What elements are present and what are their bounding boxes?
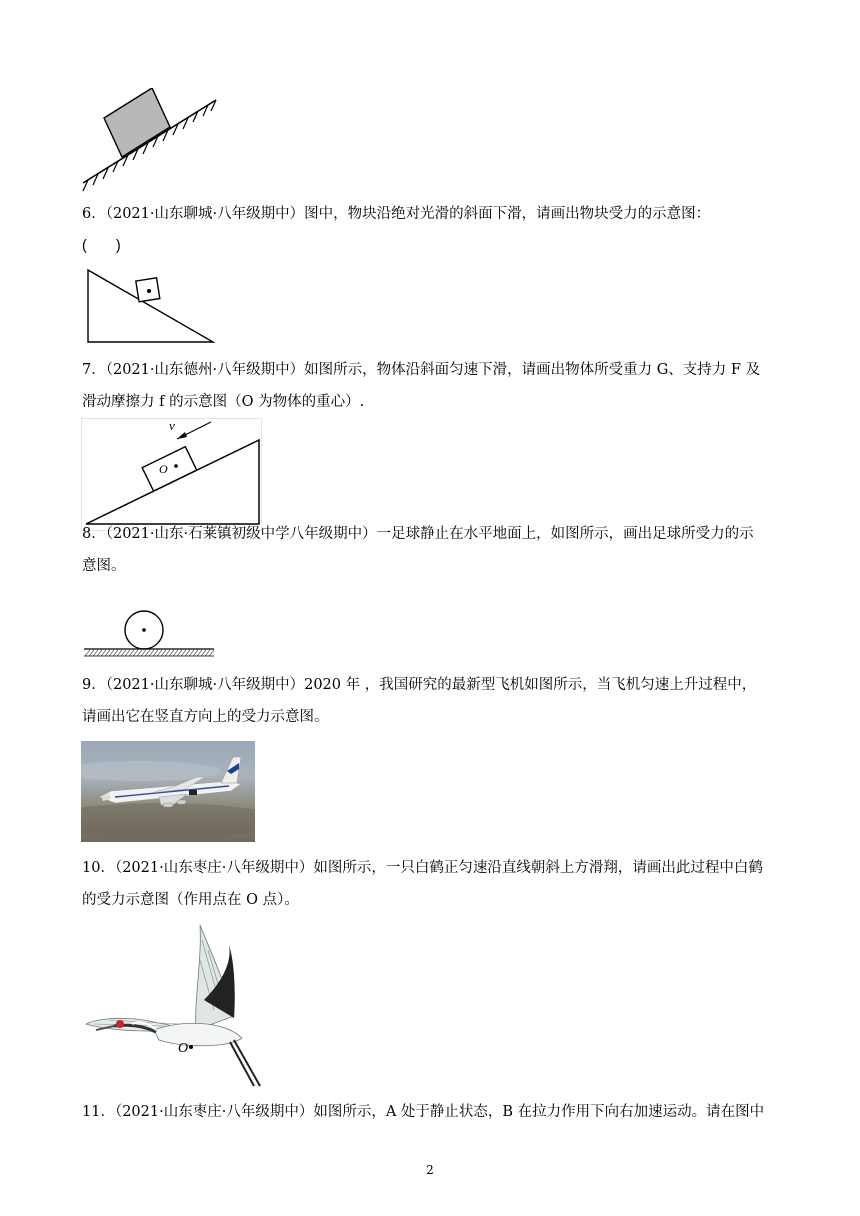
question-text: 图中，物块沿绝对光滑的斜面下滑，请画出物块受力的示意图： [304, 206, 711, 222]
question-text: 一足球静止在水平地面上，如图所示，画出足球所受力的示 [376, 526, 754, 542]
question-source: （2021·山东·石莱镇初级中学八年级期中） [105, 526, 377, 542]
question-source: （2021·山东聊城·八年级期中） [105, 206, 305, 222]
question-8 [82, 518, 782, 582]
point-o-label: O [178, 1041, 189, 1056]
figure-crane-gliding [84, 920, 264, 1090]
question-text: 如图所示，物体沿斜面匀速下滑，请画出物体所受重力 G、支持力 F 及 [304, 362, 761, 378]
question-6 [82, 198, 782, 262]
question-number: 7． [82, 362, 106, 378]
question-text: 如图所示，A 处于静止状态，B 在拉力作用下向右加速运动。请在图中 [313, 1104, 765, 1120]
airplane-icon [81, 741, 255, 842]
question-7 [82, 354, 782, 418]
figure-block-on-smooth-incline [85, 266, 220, 346]
velocity-label: v [169, 418, 175, 433]
question-number: 8． [82, 526, 106, 542]
question-number: 10． [82, 860, 115, 876]
question-number: 9． [82, 677, 106, 693]
question-number: 6． [82, 206, 106, 222]
question-source: （2021·山东枣庄·八年级期中） [114, 860, 314, 876]
page-number: 2 [426, 1163, 434, 1177]
question-text: 如图所示，一只白鹤正匀速沿直线朝斜上方滑翔，请画出此过程中白鹤 [313, 860, 763, 876]
question-text: 的受力示意图（作用点在 O 点）。 [82, 892, 299, 908]
question-text: 意图。 [82, 558, 126, 574]
question-text: 请画出它在竖直方向上的受力示意图。 [82, 709, 329, 725]
figure-object-sliding-incline [81, 418, 263, 532]
answer-blank: ( ) [82, 238, 121, 254]
question-source: （2021·山东聊城·八年级期中） [105, 677, 305, 693]
question-text: 2020 年 ，我国研究的最新型飞机如图所示，当飞机匀速上升过程中， [304, 677, 757, 693]
figure-block-on-incline-rough [80, 88, 225, 193]
question-10 [82, 852, 782, 916]
question-number: 11． [82, 1104, 115, 1120]
center-label: O [159, 462, 168, 476]
question-source: （2021·山东德州·八年级期中） [105, 362, 305, 378]
question-text: 滑动摩擦力 f 的示意图（O 为物体的重心）. [82, 394, 365, 410]
figure-ball-on-ground [82, 607, 217, 659]
question-11 [82, 1096, 782, 1128]
airplane-photo [81, 741, 255, 842]
question-9 [82, 669, 782, 733]
question-source: （2021·山东枣庄·八年级期中） [114, 1104, 314, 1120]
